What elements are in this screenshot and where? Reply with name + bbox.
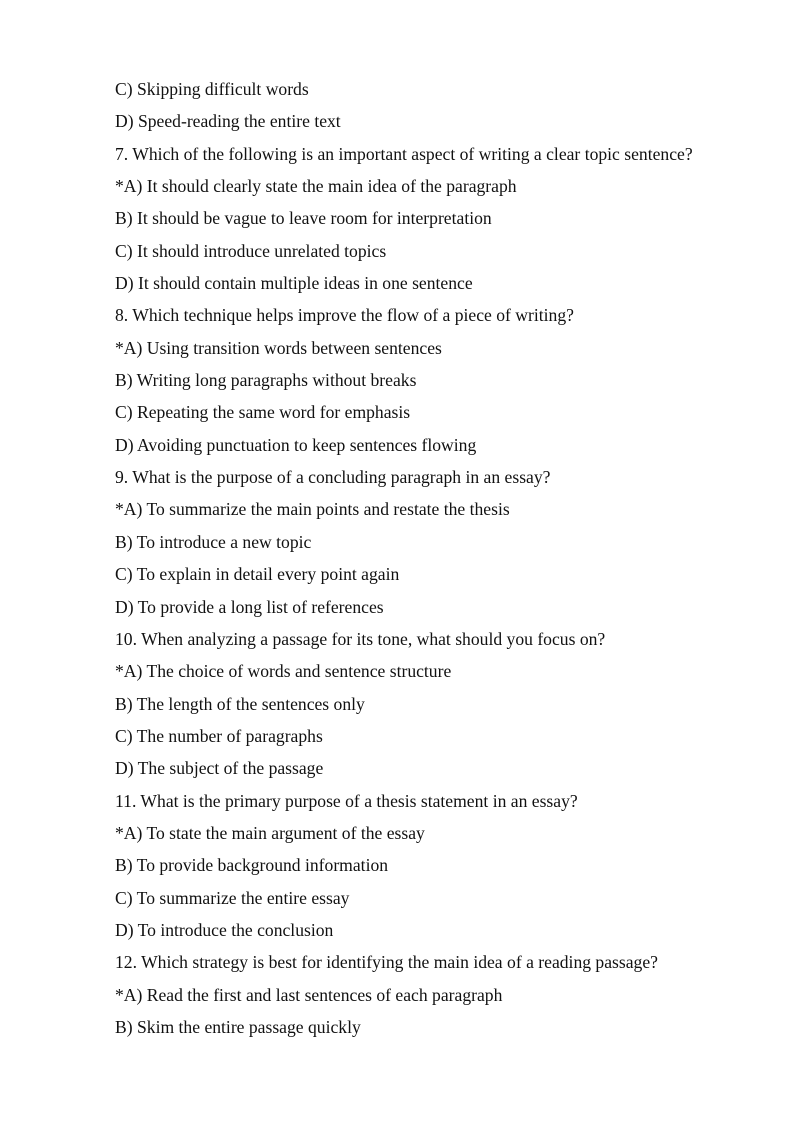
question-text: 12. Which strategy is best for identifying the main idea of a reading passage?: [115, 952, 658, 973]
answer-option: D) It should contain multiple ideas in one sentence: [115, 273, 473, 294]
answer-option: B) To introduce a new topic: [115, 531, 312, 552]
answer-option-correct: *A) Read the first and last sentences of each paragraph: [115, 984, 503, 1005]
question-text: 8. Which technique helps improve the flow of a piece of writing?: [115, 305, 574, 326]
answer-option: D) To provide a long list of references: [115, 596, 384, 617]
answer-option-correct: *A) To state the main argument of the essay: [115, 822, 425, 843]
answer-option-correct: *A) It should clearly state the main idea of the paragraph: [115, 176, 517, 197]
answer-option: B) Skim the entire passage quickly: [115, 1016, 361, 1037]
question-text: 11. What is the primary purpose of a thesis statement in an essay?: [115, 790, 578, 811]
answer-option: C) It should introduce unrelated topics: [115, 240, 387, 261]
answer-option: D) The subject of the passage: [115, 758, 324, 779]
answer-option: B) Writing long paragraphs without breaks: [115, 370, 417, 391]
question-list: [115, 73, 775, 1043]
answer-option: D) Speed-reading the entire text: [115, 111, 341, 132]
answer-option-correct: *A) To summarize the main points and restate the thesis: [115, 499, 510, 520]
answer-option: D) Avoiding punctuation to keep sentences flowing: [115, 434, 477, 455]
answer-option: B) It should be vague to leave room for interpretation: [115, 208, 492, 229]
answer-option: B) To provide background information: [115, 855, 389, 876]
answer-option: C) The number of paragraphs: [115, 725, 323, 746]
question-text: 10. When analyzing a passage for its tone, what should you focus on?: [115, 628, 606, 649]
answer-option: B) The length of the sentences only: [115, 693, 365, 714]
question-text: 7. Which of the following is an important aspect of writing a clear topic sentence?: [115, 143, 693, 164]
answer-option-correct: *A) Using transition words between sentences: [115, 337, 442, 358]
answer-option: D) To introduce the conclusion: [115, 919, 334, 940]
answer-option: C) Repeating the same word for emphasis: [115, 402, 411, 423]
answer-option: C) To explain in detail every point again: [115, 564, 400, 585]
question-text: 9. What is the purpose of a concluding paragraph in an essay?: [115, 467, 551, 488]
answer-option-correct: *A) The choice of words and sentence structure: [115, 661, 452, 682]
answer-option: C) To summarize the entire essay: [115, 887, 350, 908]
answer-option: C) Skipping difficult words: [115, 79, 309, 99]
